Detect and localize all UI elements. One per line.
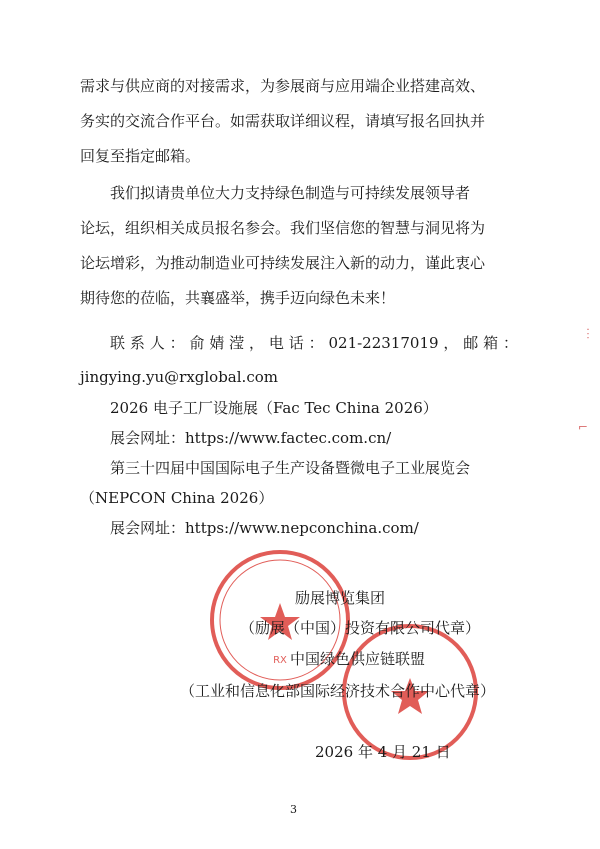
contact-line: 联系人：俞婧滢，电话：021-22317019，邮箱： bbox=[110, 334, 518, 352]
paragraph-2-line-3: 论坛增彩，为推动制造业可持续发展注入新的动力，谨此衷心 bbox=[80, 254, 486, 272]
paragraph-1-line-3: 回复至指定邮箱。 bbox=[80, 147, 201, 165]
svg-text:RX: RX bbox=[273, 655, 287, 666]
organizer-2: 中国绿色供应链联盟 bbox=[290, 650, 426, 668]
edge-seal-fragment-bottom: ⌐ bbox=[578, 420, 589, 434]
paragraph-2-line-2: 论坛，组织相关成员报名参会。我们坚信您的智慧与洞见将为 bbox=[80, 219, 486, 237]
organizer-1: 励展博览集团 bbox=[295, 589, 386, 607]
paragraph-2-line-4: 期待您的莅临，共襄盛举，携手迈向绿色未来！ bbox=[80, 289, 396, 307]
edge-seal-fragment-top: ︙ bbox=[582, 327, 595, 341]
organizer-2-seal-note: （工业和信息化部国际经济技术合作中心代章） bbox=[180, 682, 496, 700]
event-2-name-english: （NEPCON China 2026） bbox=[80, 489, 274, 507]
event-1-name: 2026 电子工厂设施展（Fac Tec China 2026） bbox=[110, 399, 438, 417]
contact-email: jingying.yu@rxglobal.com bbox=[80, 368, 278, 386]
signing-date: 2026 年 4 月 21 日 bbox=[315, 743, 451, 761]
event-2-name: 第三十四届中国国际电子生产设备暨微电子工业展览会 bbox=[110, 459, 471, 477]
organizer-1-seal-note: （励展（中国）投资有限公司代章） bbox=[240, 619, 481, 637]
paragraph-2-line-1: 我们拟请贵单位大力支持绿色制造与可持续发展领导者 bbox=[110, 184, 471, 202]
paragraph-1-line-2: 务实的交流合作平台。如需获取详细议程，请填写报名回执并 bbox=[80, 112, 486, 130]
event-1-website: 展会网址：https://www.factec.com.cn/ bbox=[110, 429, 392, 447]
paragraph-1-line-1: 需求与供应商的对接需求，为参展商与应用端企业搭建高效、 bbox=[80, 77, 486, 95]
page-number: 3 bbox=[290, 803, 297, 816]
event-2-website: 展会网址：https://www.nepconchina.com/ bbox=[110, 519, 419, 537]
